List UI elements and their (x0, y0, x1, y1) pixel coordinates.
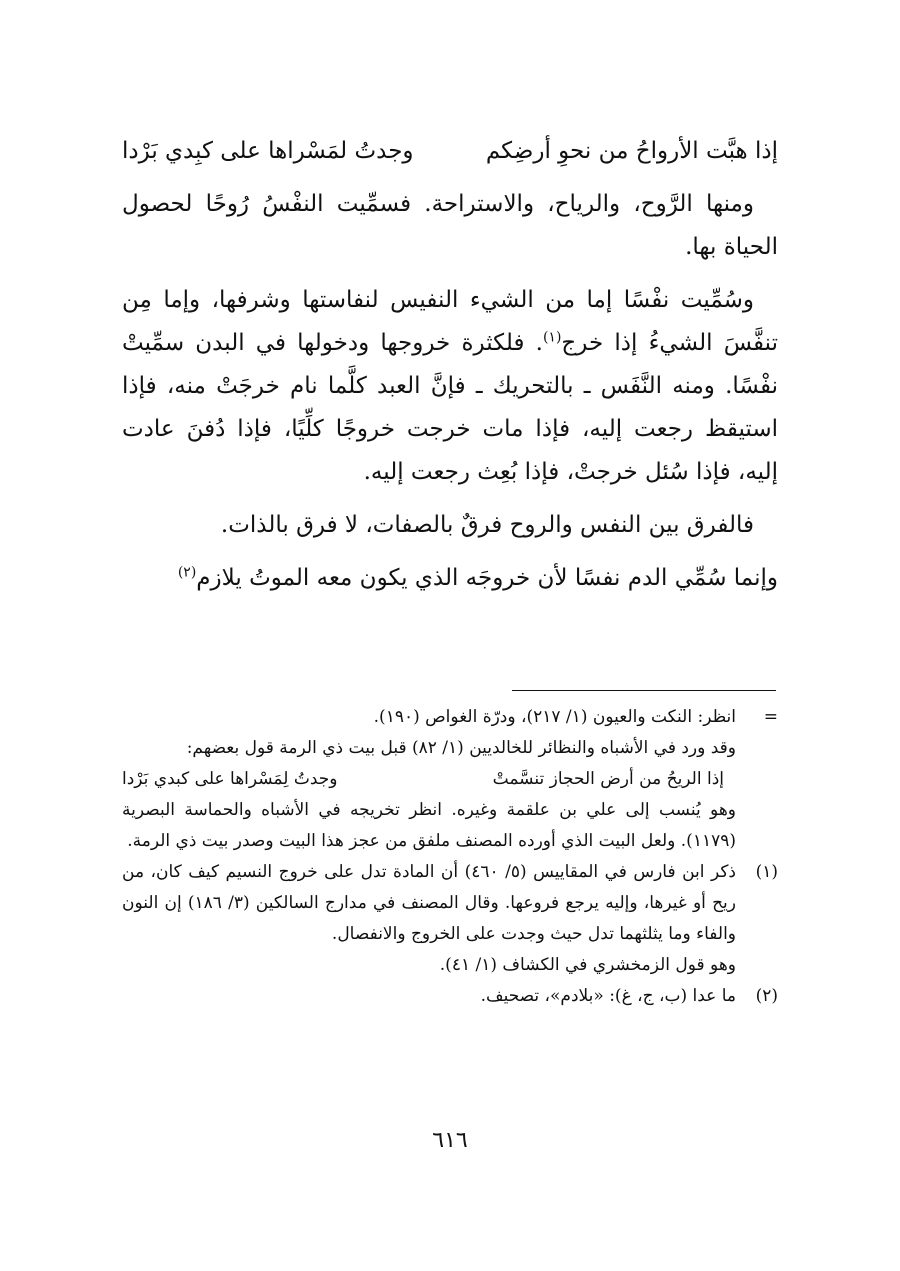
footnote-line: ما عدا (ب، ج، غ): «بلادم»، تصحيف. (480, 986, 736, 1006)
paragraph-blood-text: وإنما سُمِّي الدم نفسًا لأن خروجَه الذي يكون معه الموتُ يلازم (196, 565, 778, 591)
footnote-2 (122, 981, 778, 1012)
footnote-ref-2: (٢) (177, 564, 197, 581)
footnote-line: وقد ورد في الأشباه والنظائر للخالديين (١/ ٨٢) قبل بيت ذي الرمة قول بعضهم: (186, 738, 736, 758)
paragraph-difference: فالفرق بين النفس والروح فرقٌ بالصفات، لا فرق بالذات. (220, 512, 754, 538)
poetry-verse (122, 130, 778, 173)
paragraph-nafs (122, 279, 778, 494)
footnote-verse-second-hemistich: وجدتُ لِمَسْراها على كبدي بَرْدا (122, 769, 338, 789)
footnote-continuation-marker: = (763, 707, 778, 727)
footnote-line: وهو يُنسب إلى علي بن علقمة وغيره. انظر تخريجه في الأشباه والحماسة البصرية (١١٧٩). ولعل البيت الذي أورده المصنف ملفق من عجز هذا البيت وصدر بيت ذي الرمة. (122, 800, 736, 851)
footnote-line: ذكر ابن فارس في المقاييس (٥/ ٤٦٠) أن المادة تدل على خروج النسيم كيف كان، من ريح أو غيرها، وإليه يرجع فروعها. وقال المصنف في مدارج السالكين (٣/ ١٨٦) إن النون والفاء وما يثلثهما تدل حيث وجدت على الخروج والانفصال. (122, 862, 736, 944)
footnote-1-marker: (١) (755, 862, 778, 882)
footnote-line: وهو قول الزمخشري في الكشاف (١/ ٤١). (439, 955, 736, 975)
paragraph-nafs-text-before-note: وسُمِّيت نفْسًا إما من الشيء النفيس لنفاستها وشرفها، وإما مِن تنفَّسَ الشيءُ إذا خرج (122, 287, 778, 356)
main-text (122, 130, 778, 610)
footnote-continuation-body (122, 702, 736, 857)
footnote-separator (512, 690, 776, 691)
footnote-2-body (122, 981, 736, 1012)
footnote-2-marker: (٢) (755, 986, 778, 1006)
verse-first-hemistich: إذا هبَّت الأرواحُ من نحوِ أرضِكم (485, 138, 778, 164)
paragraph-blood (122, 557, 778, 600)
paragraph-ruh: ومنها الرَّوح، والرياح، والاستراحة. فسمِّيت النفْسُ رُوحًا لحصول الحياة بها. (122, 191, 778, 260)
footnotes-section (122, 702, 778, 1012)
footnote-verse (122, 764, 736, 795)
footnote-line: انظر: النكت والعيون (١/ ٢١٧)، ودرّة الغواص (١٩٠). (373, 707, 736, 727)
footnote-verse-first-hemistich: إذا الريحُ من أرض الحجاز تنسَّمتْ (492, 769, 724, 789)
paragraph-nafs-text-after-note: . فلكثرة خروجها ودخولها في البدن سمِّيتْ نفْسًا. ومنه النَّفَس ـ بالتحريك ـ فإنَّ العبد كلَّما نام خرجَتْ منه، فإذا استيقظ رجعت إليه، فإذا مات خرجت خروجًا كلِّيًا، فإذا دُفنَ عادت إليه، فإذا سُئل خرجتْ، فإذا بُعِث رجعت إليه. (122, 330, 778, 485)
verse-second-hemistich: وجدتُ لمَسْراها على كبِدي بَرْدا (122, 138, 414, 164)
footnote-1-body (122, 857, 736, 981)
footnote-1 (122, 857, 778, 981)
footnote-ref-1: (١) (542, 329, 562, 346)
footnote-continuation (122, 702, 778, 857)
page-number: ٦١٦ (432, 1128, 468, 1153)
